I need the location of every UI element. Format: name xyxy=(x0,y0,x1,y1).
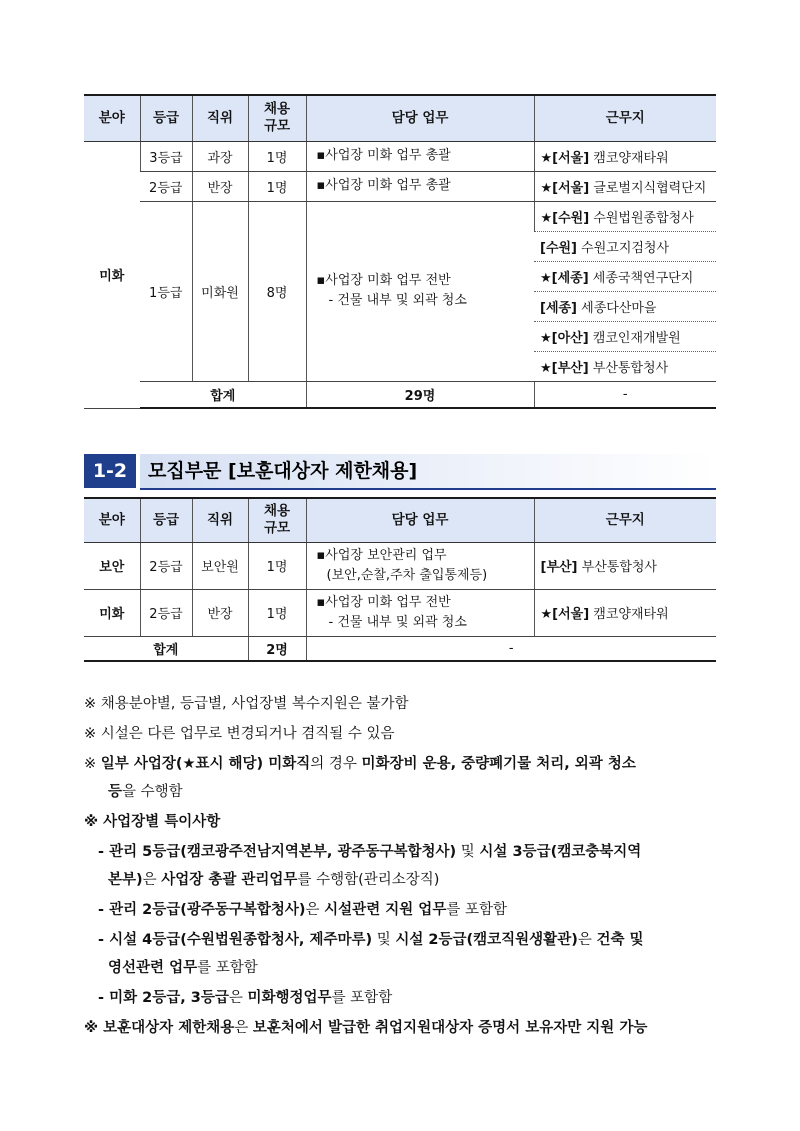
note-text: 을 수행함 xyxy=(122,784,183,800)
col-hire xyxy=(248,95,306,141)
location-cell xyxy=(534,589,716,636)
location-name: 캠코양재타워 xyxy=(593,150,669,166)
position-cell: 과장 xyxy=(192,141,248,171)
star-mark: ★ xyxy=(540,607,553,622)
table-header-row xyxy=(84,95,716,141)
note-bold: 본부) xyxy=(108,872,143,888)
star-mark: ★ xyxy=(540,180,553,196)
grade-cell: 2등급 xyxy=(140,589,192,636)
location-tag: [세종] xyxy=(551,270,589,286)
note-2: ※ 시설은 다른 업무로 변경되거나 겸직될 수 있음 xyxy=(84,726,395,742)
note-bold: 등 xyxy=(108,784,123,800)
location-tag: [세종] xyxy=(540,300,577,316)
duty-line-2: - 건물 내부 및 외곽 청소 xyxy=(328,293,467,308)
location-name: 캠코인재개발원 xyxy=(592,330,681,346)
location-tag: [수원] xyxy=(540,240,577,256)
location-cell xyxy=(534,261,716,291)
location-cell xyxy=(534,351,716,381)
table-row xyxy=(84,171,716,201)
location-name: 부산통합청사 xyxy=(581,560,657,575)
duty-line-2: (보안,순찰,주차 출입통제등) xyxy=(326,567,488,583)
col-location: 근무지 xyxy=(534,95,716,141)
count-cell: 8명 xyxy=(248,201,306,381)
duty-cell: ▪사업장 미화 업무 총괄 xyxy=(306,171,534,201)
note-3-cont xyxy=(108,780,748,801)
star-mark: ★ xyxy=(540,360,552,376)
note-9 xyxy=(84,1016,724,1037)
location-name: 수원법원종합청사 xyxy=(593,210,694,226)
duty-cell xyxy=(306,589,534,636)
col-hire-top: 채용 xyxy=(263,503,291,520)
location-name: 캠코양재타워 xyxy=(593,607,669,622)
grade-cell: 2등급 xyxy=(140,171,192,201)
note-5-cont xyxy=(108,868,748,889)
total-count: 2명 xyxy=(248,636,306,661)
note-bold: 미화행정업무 xyxy=(247,990,332,1006)
col-grade: 등급 xyxy=(140,95,192,141)
location-tag: [서울] xyxy=(552,150,590,166)
note-text: 를 포함함 xyxy=(197,960,258,976)
col-duty: 담당 업무 xyxy=(306,498,534,542)
col-location: 근무지 xyxy=(534,498,716,542)
duty-line-2: - 건물 내부 및 외곽 청소 xyxy=(328,614,467,630)
note-5 xyxy=(98,840,738,861)
table-row xyxy=(84,589,716,636)
field-cell: 보안 xyxy=(84,542,140,589)
duty-cell xyxy=(306,201,534,381)
location-cell xyxy=(534,171,716,201)
note-4: ※ 사업장별 특이사항 xyxy=(84,814,221,830)
note-bold: - 관리 5등급(캠코광주전남지역본부, 광주동구복합청사) xyxy=(98,844,457,860)
location-tag: [아산] xyxy=(551,330,589,346)
location-cell xyxy=(534,141,716,171)
col-hire xyxy=(248,498,306,542)
table-header-row xyxy=(84,498,716,542)
location-tag: [수원] xyxy=(552,210,590,226)
note-bold: 시설 3등급(캠코충북지역 xyxy=(479,844,642,860)
col-hire-bottom: 규모 xyxy=(263,118,291,135)
count-cell: 1명 xyxy=(248,542,306,589)
count-cell: 1명 xyxy=(248,141,306,171)
note-bold: 건축 및 xyxy=(596,932,644,948)
position-cell: 보안원 xyxy=(192,542,248,589)
recruitment-table-2 xyxy=(84,497,716,662)
note-bold: - 미화 2등급, 3등급 xyxy=(98,990,229,1006)
location-tag: [서울] xyxy=(552,180,590,196)
field-cell: 미화 xyxy=(84,589,140,636)
note-text: 은 xyxy=(234,1020,253,1036)
duty-cell xyxy=(306,542,534,589)
star-mark: ★ xyxy=(540,270,552,286)
col-hire-top: 채용 xyxy=(263,101,291,118)
note-text: 를 수행함(관리소장직) xyxy=(297,872,440,888)
note-bold: 영선관련 업무 xyxy=(108,960,198,976)
note-text: 은 xyxy=(142,872,162,888)
note-text: 은 xyxy=(228,990,248,1006)
position-cell: 반장 xyxy=(192,589,248,636)
note-text: 및 xyxy=(372,932,396,948)
note-text: 및 xyxy=(456,844,480,860)
star-mark: ★ xyxy=(540,330,552,346)
note-6 xyxy=(98,898,738,919)
note-bold: 일부 사업장(★표시 해당) 미화직 xyxy=(100,756,311,772)
col-position: 직위 xyxy=(192,498,248,542)
location-name: 부산통합청사 xyxy=(592,360,669,376)
location-name: 세종국책연구단지 xyxy=(592,270,694,286)
location-tag: [서울] xyxy=(552,607,590,622)
location-name: 글로벌지식협력단지 xyxy=(593,180,707,196)
location-tag: [부산] xyxy=(540,560,578,575)
table-row xyxy=(84,201,716,231)
count-cell: 1명 xyxy=(248,589,306,636)
col-position: 직위 xyxy=(192,95,248,141)
grade-cell: 2등급 xyxy=(140,542,192,589)
col-field: 분야 xyxy=(84,498,140,542)
section-title: 모집부문 [보훈대상자 제한채용] xyxy=(148,460,418,482)
note-bold: - 관리 2등급(광주동구복합청사) xyxy=(98,902,306,918)
col-duty: 담당 업무 xyxy=(306,95,534,141)
section-bar xyxy=(140,454,716,490)
col-field: 분야 xyxy=(84,95,140,141)
total-count: 29명 xyxy=(306,381,534,408)
position-cell: 미화원 xyxy=(192,201,248,381)
note-bold: 사업장 총괄 관리업무 xyxy=(161,872,298,888)
location-name: 수원고지검청사 xyxy=(581,240,670,256)
note-bold: 미화장비 운용, 중량폐기물 처리, 외곽 청소 xyxy=(361,756,636,772)
note-3 xyxy=(84,752,724,773)
note-text: 의 경우 xyxy=(310,756,362,772)
note-1: ※ 채용분야별, 등급별, 사업장별 복수지원은 불가함 xyxy=(84,696,409,712)
note-8 xyxy=(98,986,738,1007)
location-cell xyxy=(534,201,716,231)
note-7 xyxy=(98,928,738,949)
recruitment-table-1 xyxy=(84,94,716,409)
note-7-cont xyxy=(108,956,748,977)
count-cell: 1명 xyxy=(248,171,306,201)
location-name: 세종다산마을 xyxy=(581,300,657,316)
note-bold: 시설관련 지원 업무 xyxy=(324,902,447,918)
note-text: 를 포함함 xyxy=(331,990,393,1006)
location-cell xyxy=(534,291,716,321)
location-cell xyxy=(534,542,716,589)
note-bold: 보훈처에서 발급한 취업지원대상자 증명서 보유자만 지원 가능 xyxy=(252,1020,648,1036)
note-bold: 시설 2등급(캠코직원생활관) xyxy=(395,932,578,948)
position-cell: 반장 xyxy=(192,171,248,201)
col-grade: 등급 xyxy=(140,498,192,542)
location-cell xyxy=(534,321,716,351)
total-row xyxy=(84,381,716,408)
total-dash: - xyxy=(306,636,716,661)
section-header xyxy=(84,454,716,490)
duty-cell: ▪사업장 미화 업무 총괄 xyxy=(306,141,534,171)
note-bold: ※ 보훈대상자 제한채용 xyxy=(84,1020,235,1036)
star-mark: ★ xyxy=(540,210,553,226)
grade-cell: 3등급 xyxy=(140,141,192,171)
star-mark: ★ xyxy=(540,150,553,166)
duty-line-1: ▪사업장 보안관리 업무 xyxy=(316,547,447,563)
note-text: 은 xyxy=(577,932,597,948)
note-text: ※ xyxy=(84,756,101,772)
duty-line-1: ▪사업장 미화 업무 전반 xyxy=(316,594,451,610)
grade-cell: 1등급 xyxy=(140,201,192,381)
location-tag: [부산] xyxy=(551,360,589,376)
col-hire-bottom: 규모 xyxy=(263,520,291,537)
section-number: 1-2 xyxy=(84,454,136,488)
field-cell: 미화 xyxy=(84,141,140,408)
table-row xyxy=(84,542,716,589)
note-bold: - 시설 4등급(수원법원종합청사, 제주마루) xyxy=(98,932,373,948)
location-cell xyxy=(534,231,716,261)
note-text: 를 포함함 xyxy=(446,902,507,918)
duty-line-1: ▪사업장 미화 업무 전반 xyxy=(316,273,451,288)
note-text: 은 xyxy=(305,902,325,918)
total-label: 합계 xyxy=(140,381,306,408)
total-row xyxy=(84,636,716,661)
total-label: 합계 xyxy=(84,636,248,661)
total-dash: - xyxy=(534,381,716,408)
table-row xyxy=(84,141,716,171)
